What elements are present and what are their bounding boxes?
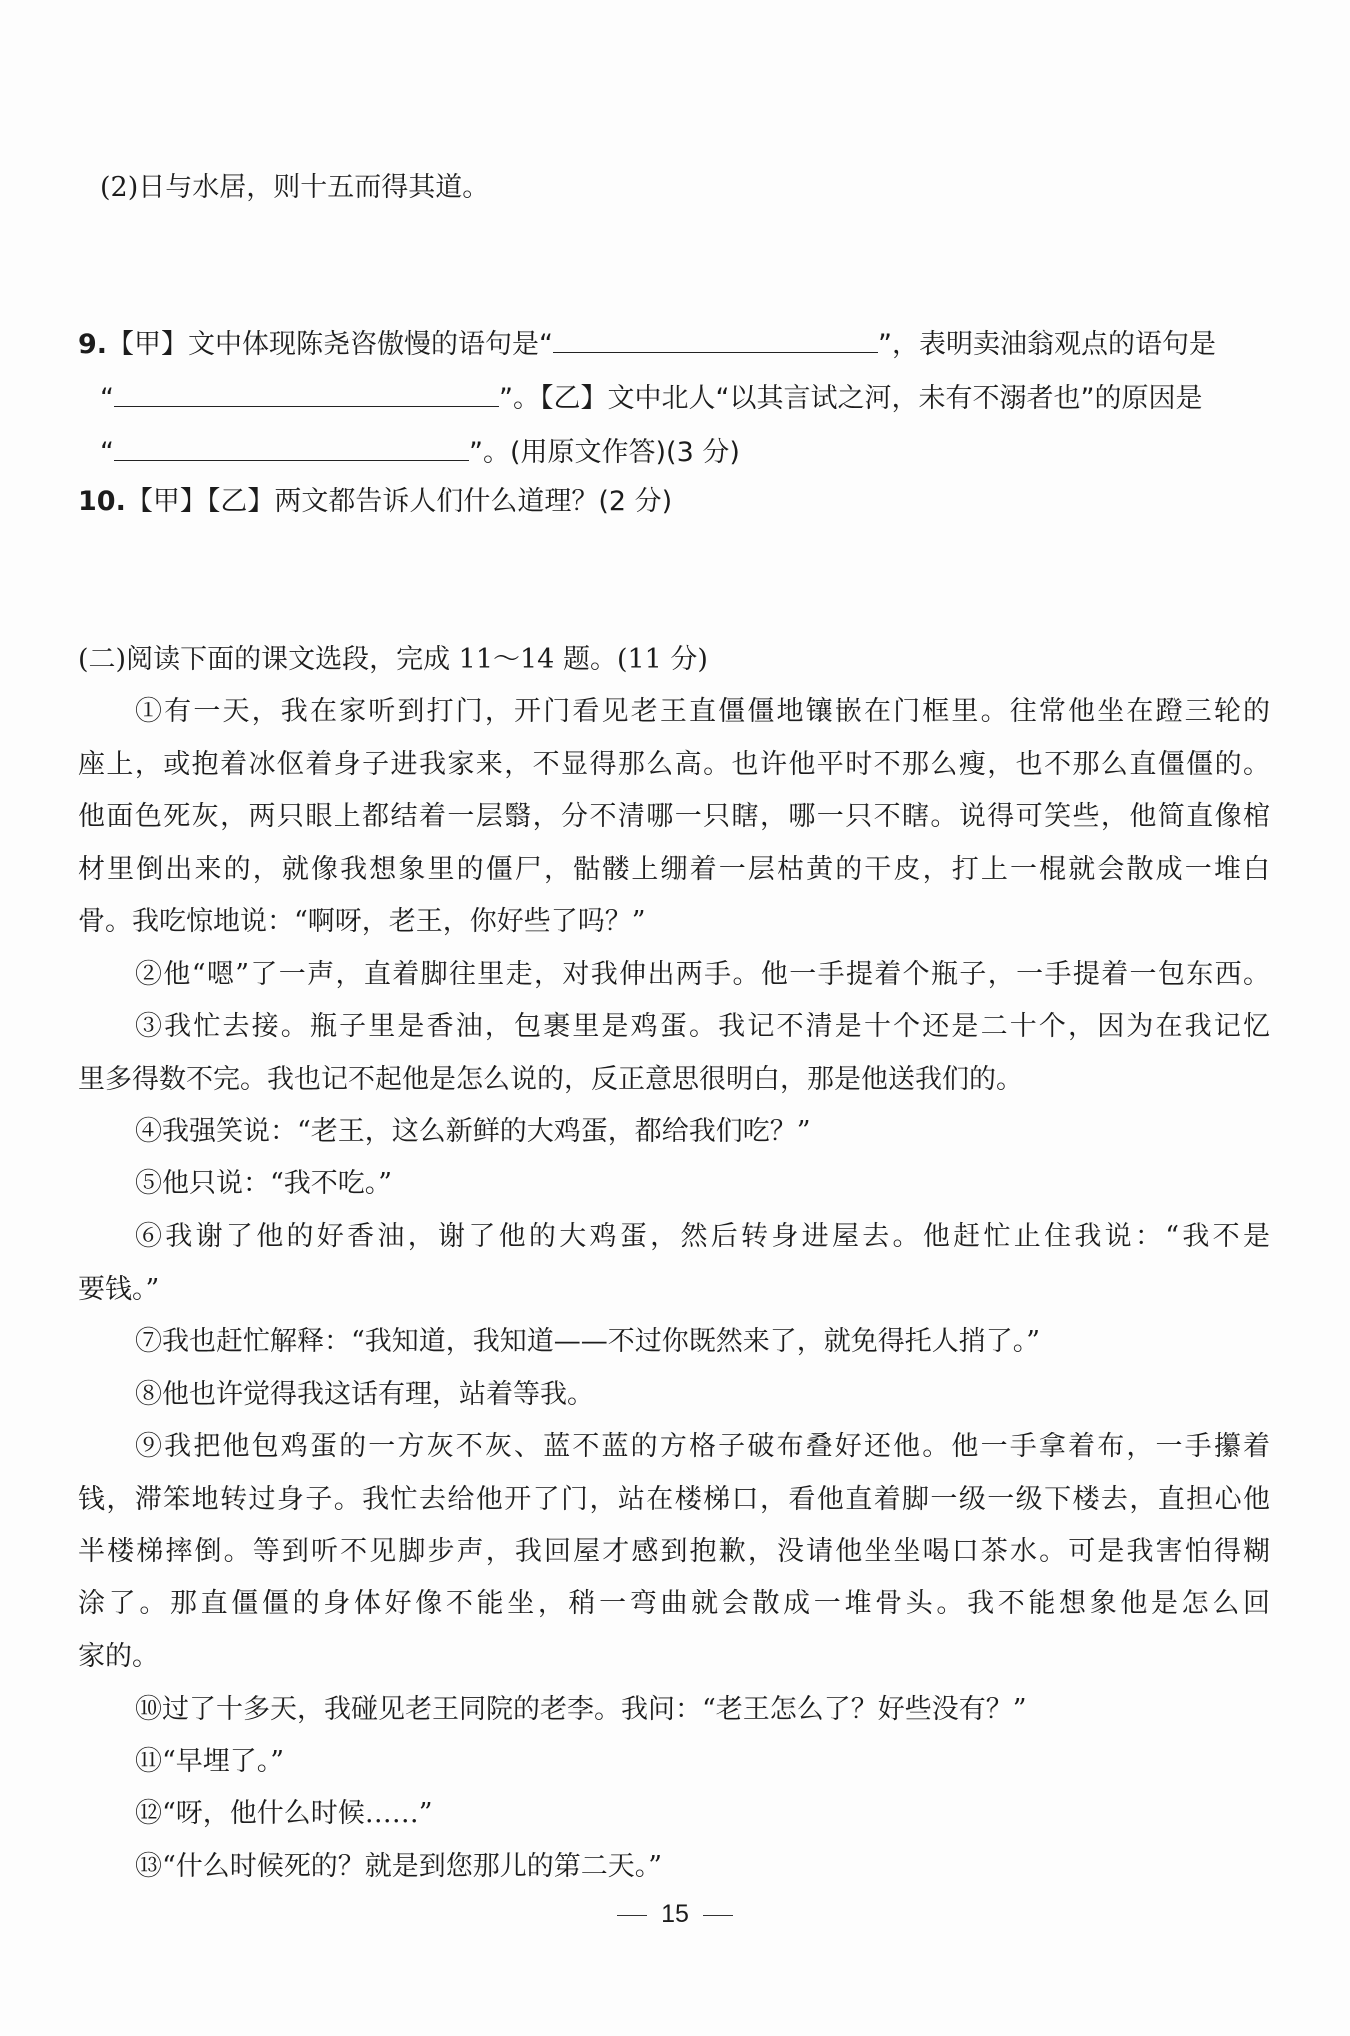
passage-line: 半楼梯摔倒。等到听不见脚步声，我回屋才感到抱歉，没请他坐坐喝口茶水。可是我害怕得糊 xyxy=(78,1536,1270,1567)
question-9-line-2 xyxy=(100,376,1270,419)
passage-line: ⑦我也赶忙解释：“我知道，我知道——不过你既然来了，就免得托人捎了。” xyxy=(135,1326,1041,1357)
answer-blank[interactable] xyxy=(114,430,469,461)
passage-line: 里多得数不完。我也记不起他是怎么说的，反正意思很明白，那是他送我们的。 xyxy=(78,1064,1023,1095)
page-number: 15 xyxy=(661,1900,689,1928)
passage-line: 座上，或抱着冰伛着身子进我家来，不显得那么高。也许他平时不那么瘦，也不那么直僵僵的。 xyxy=(78,749,1270,780)
passage-line: ⑪“早埋了。” xyxy=(135,1746,285,1777)
question-number: 9. xyxy=(78,329,108,360)
question-text: ”。(用原文作答)(3 分) xyxy=(469,437,740,468)
section-heading: (二)阅读下面的课文选段，完成 11～14 题。(11 分) xyxy=(78,644,708,675)
passage-line: ①有一天，我在家听到打门，开门看见老王直僵僵地镶嵌在门框里。往常他坐在蹬三轮的 xyxy=(135,696,1270,727)
question-9-line-1 xyxy=(78,322,1270,365)
passage-line: ③我忙去接。瓶子里是香油，包裹里是鸡蛋。我记不清是十个还是二十个，因为在我记忆 xyxy=(135,1011,1270,1042)
passage-line: ⑩过了十多天，我碰见老王同院的老李。我问：“老王怎么了？好些没有？” xyxy=(135,1694,1027,1725)
question-number: 10. xyxy=(78,486,126,517)
passage-line: ⑥我谢了他的好香油，谢了他的大鸡蛋，然后转身进屋去。他赶忙止住我说：“我不是 xyxy=(135,1221,1270,1252)
passage-line: 材里倒出来的，就像我想象里的僵尸，骷髅上绷着一层枯黄的干皮，打上一棍就会散成一堆白 xyxy=(78,854,1270,885)
passage-line: ⑬“什么时候死的？就是到您那儿的第二天。” xyxy=(135,1851,663,1882)
question-10 xyxy=(78,482,1270,522)
passage-line: 他面色死灰，两只眼上都结着一层翳，分不清哪一只瞎，哪一只不瞎。说得可笑些，他简直像棺 xyxy=(78,801,1270,832)
question-9-line-3 xyxy=(100,430,1270,473)
question-text: 【甲】【乙】两文都告诉人们什么道理？(2 分) xyxy=(125,486,673,517)
question-text: 【甲】文中体现陈尧咨傲慢的语句是“ xyxy=(107,329,554,360)
passage-line: ⑫“呀，他什么时候……” xyxy=(135,1798,433,1829)
passage-line: 涂了。那直僵僵的身体好像不能坐，稍一弯曲就会散成一堆骨头。我不能想象他是怎么回 xyxy=(78,1588,1270,1619)
passage-line: 家的。 xyxy=(78,1641,159,1672)
passage-line: ⑧他也许觉得我这话有理，站着等我。 xyxy=(135,1379,594,1410)
answer-blank[interactable] xyxy=(553,322,878,353)
passage-line: 钱，滞笨地转过身子。我忙去给他开了门，站在楼梯口，看他直着脚一级一级下楼去，直担心他 xyxy=(78,1484,1270,1515)
passage-line: 要钱。” xyxy=(78,1274,160,1305)
question-text: ”。【乙】文中北人“以其言试之河，未有不溺者也”的原因是 xyxy=(499,383,1203,414)
answer-blank[interactable] xyxy=(114,376,499,407)
passage-line: ⑤他只说：“我不吃。” xyxy=(135,1168,393,1199)
question-text: “ xyxy=(100,437,114,468)
passage-line: ④我强笑说：“老王，这么新鲜的大鸡蛋，都给我们吃？” xyxy=(135,1116,811,1147)
question-text: “ xyxy=(100,383,114,414)
dash-left xyxy=(617,1915,647,1916)
passage-line: 骨。我吃惊地说：“啊呀，老王，你好些了吗？” xyxy=(78,906,646,937)
page-footer xyxy=(0,1900,1350,1929)
dash-right xyxy=(703,1915,733,1916)
question-text: ”，表明卖油翁观点的语句是 xyxy=(878,329,1217,360)
passage-line: ②他“嗯”了一声，直着脚往里走，对我伸出两手。他一手提着个瓶子，一手提着一包东西。 xyxy=(135,959,1270,990)
answer-item-2: (2)日与水居，则十五而得其道。 xyxy=(100,172,490,203)
passage-line: ⑨我把他包鸡蛋的一方灰不灰、蓝不蓝的方格子破布叠好还他。他一手拿着布，一手攥着 xyxy=(135,1431,1270,1462)
